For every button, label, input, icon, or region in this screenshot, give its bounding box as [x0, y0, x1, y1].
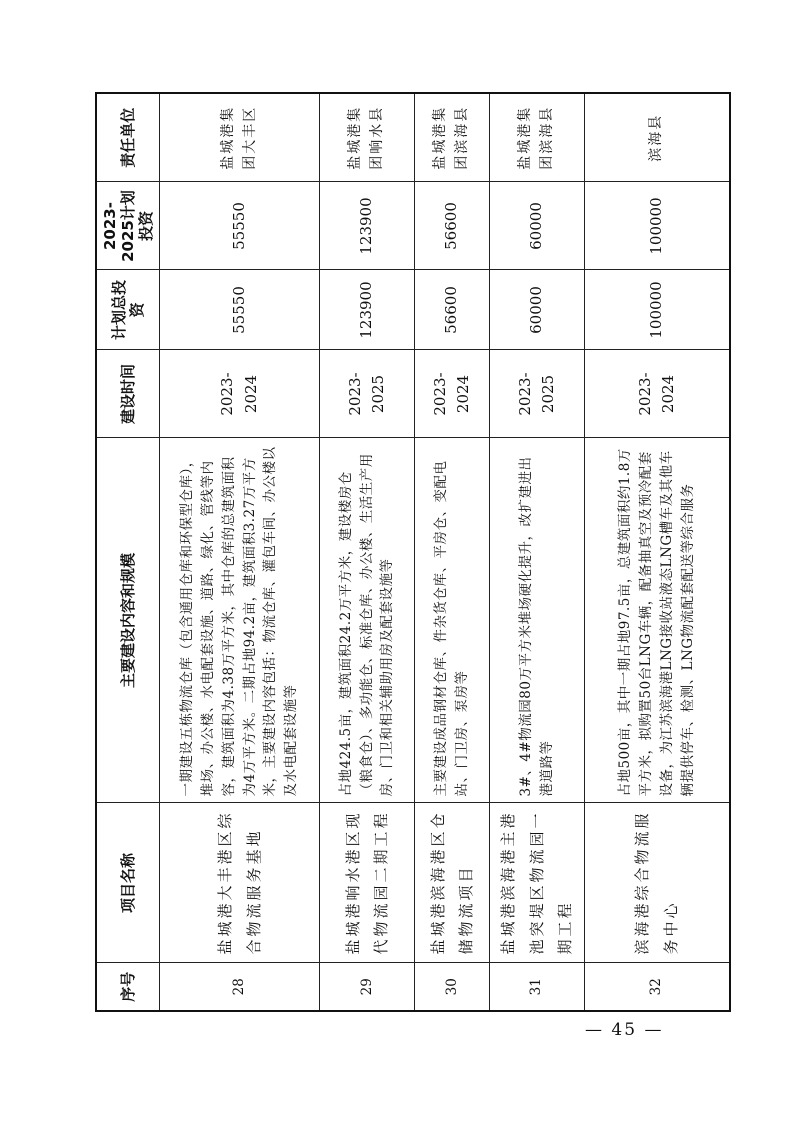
cell-seq: 32	[584, 963, 730, 1011]
cell-total: 100000	[584, 270, 730, 350]
table-header-row	[96, 93, 160, 1011]
rotated-table-frame	[95, 94, 696, 1012]
cell-total: 55550	[160, 270, 320, 350]
cell-total: 60000	[490, 270, 585, 350]
header-content: 主要建设内容和规模	[96, 438, 160, 803]
table-row	[320, 93, 415, 1011]
cell-content: 主要建设成品钢材仓库、件杂货仓库、平房仓、变配电站、门卫房、泵房等	[415, 438, 490, 803]
cell-content: 一期建设五栋物流仓库（包含通用仓库和环保型仓库），堆场、办公楼、水电配套设施、道路、绿化、管线等内容，建筑面积为4.38万平方米，其中仓库的总建筑面积为4万平方米。二期占地94.2亩，建筑面积3.27万平方米，主要建设内容包括：物流仓库、灌包车间、办公楼以及水电配套设施等	[160, 438, 320, 803]
cell-seq: 28	[160, 963, 320, 1011]
table-row	[584, 93, 730, 1011]
cell-unit: 盐城港集团滨海县	[415, 93, 490, 182]
cell-period: 2023-2025	[320, 350, 415, 438]
cell-content: 3#、4#物流园80万平方米堆场硬化提升，改扩建进出港道路等	[490, 438, 585, 803]
cell-seq: 29	[320, 963, 415, 1011]
table-row	[415, 93, 490, 1011]
header-period: 建设时间	[96, 350, 160, 438]
table-row	[160, 93, 320, 1011]
header-total: 计划总投资	[96, 270, 160, 350]
cell-name: 盐城港响水港区现代物流园二期工程	[320, 803, 415, 963]
cell-total: 123900	[320, 270, 415, 350]
cell-seq: 31	[490, 963, 585, 1011]
project-table	[95, 92, 731, 1012]
cell-period: 2023-2024	[415, 350, 490, 438]
header-name: 项目名称	[96, 803, 160, 963]
cell-unit: 盐城港集团大丰区	[160, 93, 320, 182]
cell-content: 占地424.5亩，建筑面积24.2万平方米，建设楼房仓（粮食仓）、多功能仓、标准仓库、办公楼、生活生产用房、门卫和相关辅助用房及配套设施等	[320, 438, 415, 803]
header-plan: 2023-2025计划投资	[96, 182, 160, 270]
cell-content: 占地500亩，其中一期占地97.5亩，总建筑面积约1.8万平方米，拟购置50台LNG车辆，配备抽真空及预冷配套设备，为江苏滨海港LNG接收站液态LNG槽车及其他车辆提供停车、检测、LNG物流配套配送等综合服务	[584, 438, 730, 803]
cell-name: 滨海港综合物流服务中心	[584, 803, 730, 963]
cell-period: 2023-2025	[490, 350, 585, 438]
table-row	[490, 93, 585, 1011]
cell-name: 盐城港大丰港区综合物流服务基地	[160, 803, 320, 963]
cell-plan: 100000	[584, 182, 730, 270]
cell-unit: 盐城港集团响水县	[320, 93, 415, 182]
cell-plan: 56600	[415, 182, 490, 270]
header-unit: 责任单位	[96, 93, 160, 182]
cell-period: 2023-2024	[584, 350, 730, 438]
cell-total: 56600	[415, 270, 490, 350]
cell-plan: 123900	[320, 182, 415, 270]
cell-unit: 滨海县	[584, 93, 730, 182]
cell-name: 盐城港滨海港区仓储物流项目	[415, 803, 490, 963]
header-seq: 序号	[96, 963, 160, 1011]
cell-unit: 盐城港集团滨海县	[490, 93, 585, 182]
cell-name: 盐城港滨海港主港池突堤区物流园一期工程	[490, 803, 585, 963]
page-number: — 45 —	[585, 1020, 664, 1040]
cell-seq: 30	[415, 963, 490, 1011]
cell-period: 2023-2024	[160, 350, 320, 438]
cell-plan: 55550	[160, 182, 320, 270]
cell-plan: 60000	[490, 182, 585, 270]
